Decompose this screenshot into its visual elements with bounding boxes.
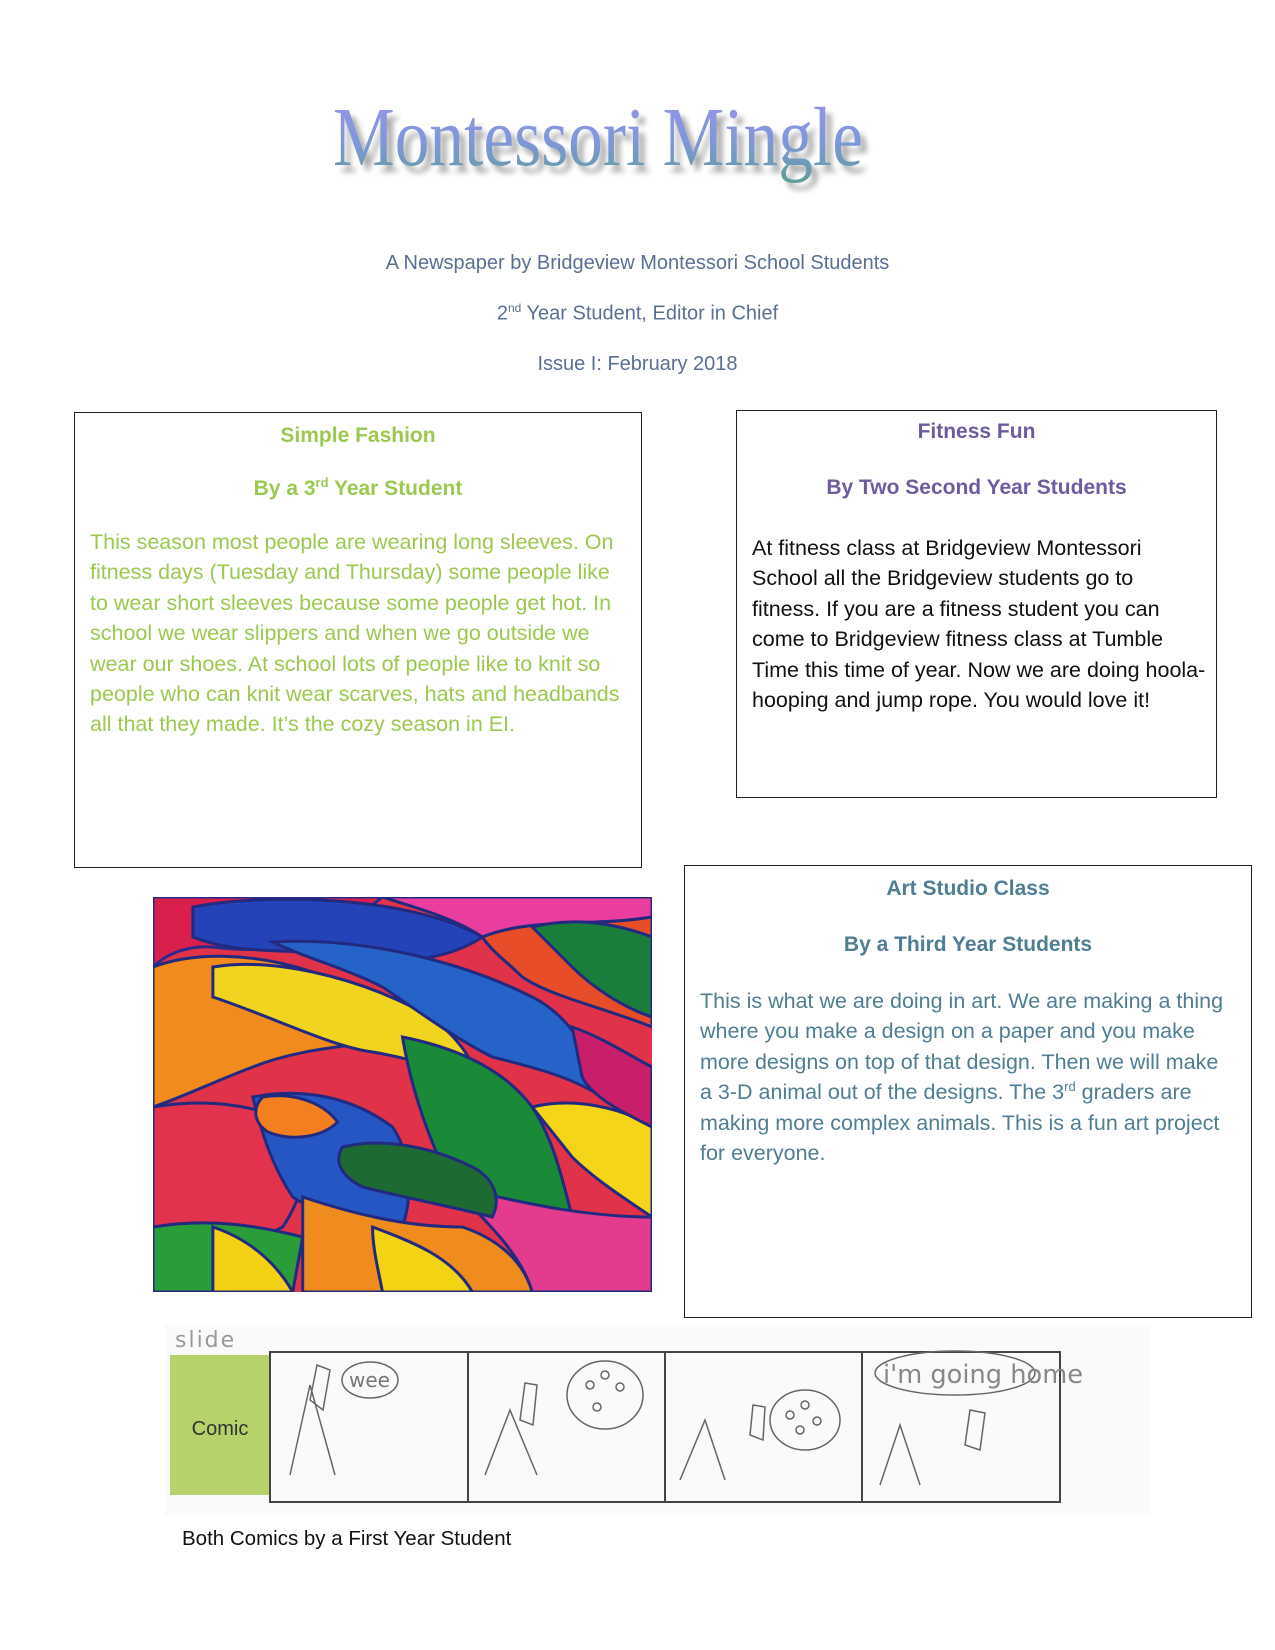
comic-bubble-wee: wee — [349, 1368, 390, 1392]
issue-line: Issue I: February 2018 — [537, 353, 738, 375]
article-title: Art Studio Class — [886, 877, 1050, 900]
article-byline: By Two Second Year Students — [826, 476, 1127, 499]
masthead-title: Montessori Mingle — [333, 91, 863, 184]
article-title: Simple Fashion — [280, 424, 436, 447]
masthead — [330, 85, 930, 225]
article-body: This is what we are doing in art. We are making a thing where you make a design on a paper and you make more designs on top of that design. Then we will make a 3-D animal out of the designs. The 3rd graders are making more complex animals. This is a fun art project for everyone. — [700, 989, 1224, 1166]
comic-slide-label: slide — [175, 1328, 237, 1353]
comic-label: Comic — [191, 1418, 249, 1440]
article-byline: By a 3rd Year Student — [253, 475, 463, 500]
article-body: At fitness class at Bridgeview Montessori School all the Bridgeview students go to fitness. If you are a fitness student you can come to Bridgeview fitness class at Tumble Time this time of year. Now we are doing hoola-hooping and jump rope. You would love it! — [752, 536, 1206, 713]
newspaper-subtitle: A Newspaper by Bridgeview Montessori School Students — [385, 252, 890, 274]
comic-bubble-going-home: i'm going home — [883, 1360, 1083, 1390]
article-fitness-fun — [736, 410, 1217, 798]
comic-strip — [165, 1325, 1150, 1515]
article-body: This season most people are wearing long sleeves. On fitness days (Tuesday and Thursday) some people like to wear short sleeves because some people get hot. In school we wear slippers and when we go outside we wear our shoes. At school lots of people like to knit so people who can knit wear scarves, hats and headbands all that they made. It’s the cozy season in EI. — [90, 530, 620, 737]
article-art-studio — [684, 865, 1252, 1318]
art-painting-image — [153, 897, 652, 1292]
editor-line: 2nd Year Student, Editor in Chief — [496, 301, 779, 325]
article-simple-fashion — [74, 412, 642, 868]
comic-caption: Both Comics by a First Year Student — [182, 1527, 512, 1550]
article-byline: By a Third Year Students — [843, 933, 1093, 956]
article-title: Fitness Fun — [917, 420, 1036, 443]
